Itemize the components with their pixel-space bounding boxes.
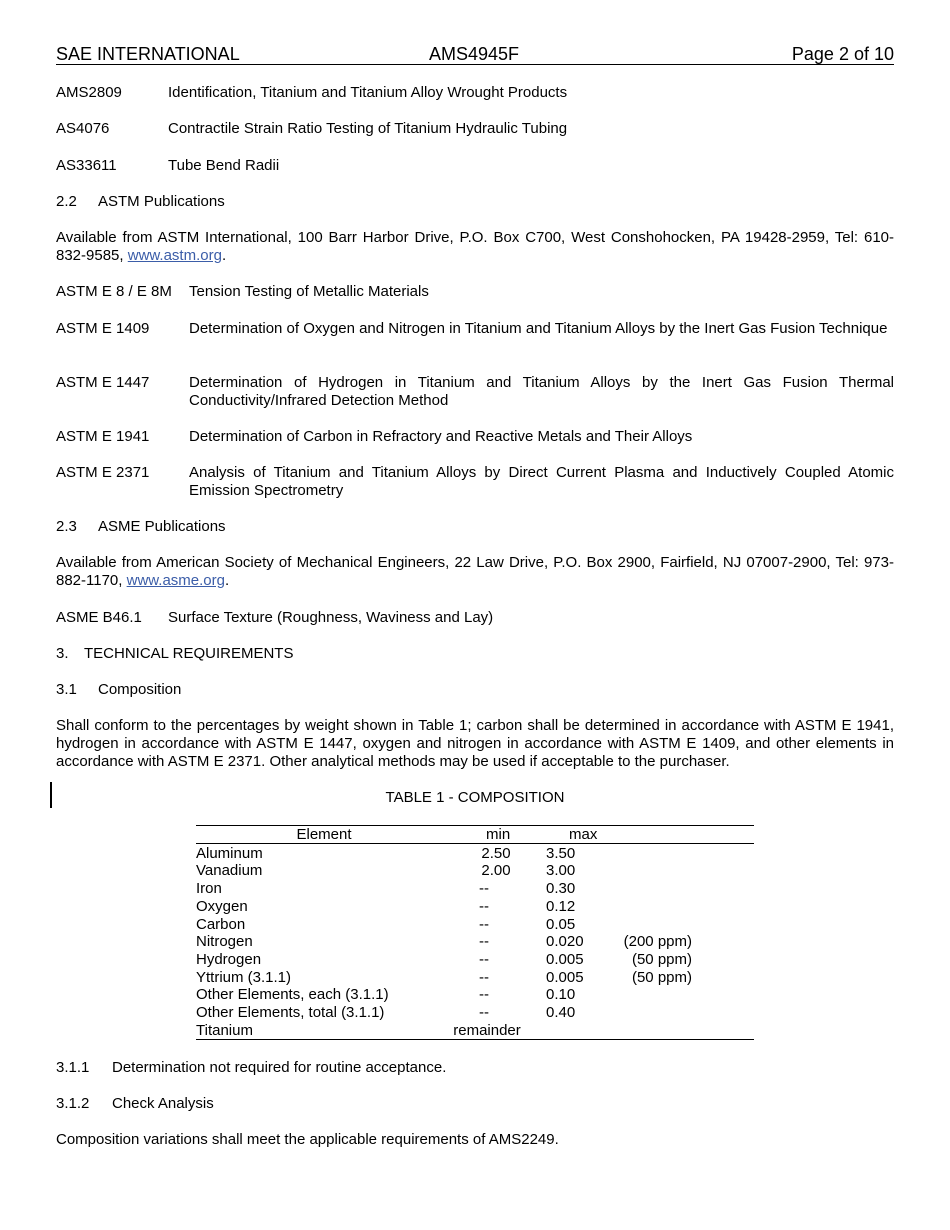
table-cell-min: 2.00 xyxy=(481,862,511,879)
section-heading: TECHNICAL REQUIREMENTS xyxy=(84,645,294,662)
ref-code: AS4076 xyxy=(56,120,110,137)
table-cell-max: 3.50 xyxy=(546,845,576,862)
table-cell-note: (50 ppm) xyxy=(631,951,692,968)
ref-code: ASTM E 8 / E 8M xyxy=(56,283,172,300)
section-number: 2.3 xyxy=(56,518,77,535)
asme-link[interactable]: www.asme.org xyxy=(126,572,225,589)
table-cell-min: -- xyxy=(479,880,489,897)
table-cell-min: -- xyxy=(479,986,489,1003)
page-header xyxy=(56,44,894,65)
ref-code: ASTM E 1447 xyxy=(56,374,150,391)
table-header-rule xyxy=(196,843,754,844)
table-cell-element: Titanium xyxy=(196,1022,253,1039)
ref-code: ASTM E 1409 xyxy=(56,320,150,337)
section-number: 2.2 xyxy=(56,193,77,210)
table-cell-max: 0.005 xyxy=(546,951,584,968)
ref-title: Determination of Oxygen and Nitrogen in Titanium and Titanium Alloys by the Inert Gas Fusion Technique xyxy=(189,320,888,337)
table-cell-min: -- xyxy=(479,951,489,968)
ref-code: AS33611 xyxy=(56,157,117,174)
section-heading: Check Analysis xyxy=(112,1095,214,1112)
ref-code: AMS2809 xyxy=(56,84,122,101)
table-cell-min: 2.50 xyxy=(481,845,511,862)
table-cell-max: 0.30 xyxy=(546,880,576,897)
ref-title: Surface Texture (Roughness, Waviness and Lay) xyxy=(168,609,494,626)
ref-code: ASTM E 2371 xyxy=(56,464,150,481)
table-cell-max: 0.020 xyxy=(546,933,584,950)
availability-text: Available from American Society of Mechanical Engineers, 22 Law Drive, P.O. Box 2900, Fairfield, NJ 07007-2900, Tel: 973-882-1170, xyxy=(56,554,894,589)
ref-title: Analysis of Titanium and Titanium Alloys by Direct Current Plasma and Inductively Coupled Atomic Emission Spectrometry xyxy=(189,464,894,499)
section-number: 3.1.1 xyxy=(56,1059,90,1076)
table-cell-max: 0.10 xyxy=(546,986,576,1003)
table-cell-max: 0.005 xyxy=(546,969,584,986)
ref-title: Tube Bend Radii xyxy=(168,157,280,174)
section-number: 3. xyxy=(56,645,69,662)
composition-paragraph: Shall conform to the percentages by weight shown in Table 1; carbon shall be determined in accordance with ASTM E 1941, hydrogen in accordance with ASTM E 1447, oxygen and nitrogen in accordance with ASTM E 1409, and other elements in accordance with ASTM E 2371. Other analytical methods may be used if acceptable to the purchaser. xyxy=(56,717,894,770)
table-cell-element: Other Elements, each (3.1.1) xyxy=(196,986,389,1003)
note-text: Determination not required for routine acceptance. xyxy=(112,1059,447,1076)
section-number: 3.1 xyxy=(56,681,77,698)
table-bottom-rule xyxy=(196,1039,754,1040)
table-cell-min: -- xyxy=(479,969,489,986)
astm-availability xyxy=(56,229,894,265)
table-cell-element: Vanadium xyxy=(196,862,263,879)
table-header-max: max xyxy=(569,826,598,843)
table-cell-note: (50 ppm) xyxy=(631,969,692,986)
table-cell-element: Yttrium (3.1.1) xyxy=(196,969,292,986)
table-cell-max: 0.40 xyxy=(546,1004,576,1021)
table-header-element: Element xyxy=(296,826,352,843)
section-heading: ASME Publications xyxy=(98,518,226,535)
table-cell-element: Iron xyxy=(196,880,222,897)
table-cell-min: -- xyxy=(479,1004,489,1021)
astm-link[interactable]: www.astm.org xyxy=(127,247,222,264)
section-heading: ASTM Publications xyxy=(98,193,225,210)
table-cell-max: 0.12 xyxy=(546,898,576,915)
table-cell-element: Carbon xyxy=(196,916,246,933)
table-cell-max: 3.00 xyxy=(546,862,576,879)
section-number: 3.1.2 xyxy=(56,1095,90,1112)
table-cell-max: 0.05 xyxy=(546,916,576,933)
table-cell-min: -- xyxy=(479,933,489,950)
table-cell-note: (200 ppm) xyxy=(623,933,692,950)
header-doc-number: AMS4945F xyxy=(429,44,520,64)
ref-code: ASME B46.1 xyxy=(56,609,142,626)
period: . xyxy=(221,247,227,264)
table-cell-element: Aluminum xyxy=(196,845,263,862)
table-cell-min: -- xyxy=(479,898,489,915)
ref-title: Determination of Hydrogen in Titanium and Titanium Alloys by the Inert Gas Fusion Thermal Conductivity/Infrared Detection Method xyxy=(189,374,894,409)
ref-title: Tension Testing of Metallic Materials xyxy=(189,283,429,300)
table-cell-element: Nitrogen xyxy=(196,933,253,950)
table-cell-element: Hydrogen xyxy=(196,951,262,968)
table-cell-min: remainder xyxy=(453,1022,521,1039)
ref-code: ASTM E 1941 xyxy=(56,428,150,445)
ref-title: Determination of Carbon in Refractory and Reactive Metals and Their Alloys xyxy=(189,428,693,445)
availability-text: Available from ASTM International, 100 Barr Harbor Drive, P.O. Box C700, West Conshohocken, PA 19428-2959, Tel: 610-832-9585, xyxy=(56,229,894,264)
table-cell-element: Oxygen xyxy=(196,898,248,915)
table-cell-element: Other Elements, total (3.1.1) xyxy=(196,1004,385,1021)
table-header-min: min xyxy=(486,826,511,843)
asme-availability xyxy=(56,554,894,590)
ref-title: Contractile Strain Ratio Testing of Titanium Hydraulic Tubing xyxy=(168,120,568,137)
table-cell-min: -- xyxy=(479,916,489,933)
section-heading: Composition xyxy=(98,681,182,698)
period: . xyxy=(225,572,230,589)
header-org: SAE INTERNATIONAL xyxy=(56,44,240,64)
header-page-number: Page 2 of 10 xyxy=(791,44,894,64)
ref-title: Identification, Titanium and Titanium Alloy Wrought Products xyxy=(168,84,568,101)
table-title: TABLE 1 - COMPOSITION xyxy=(385,789,565,806)
final-paragraph: Composition variations shall meet the applicable requirements of AMS2249. xyxy=(56,1131,559,1148)
